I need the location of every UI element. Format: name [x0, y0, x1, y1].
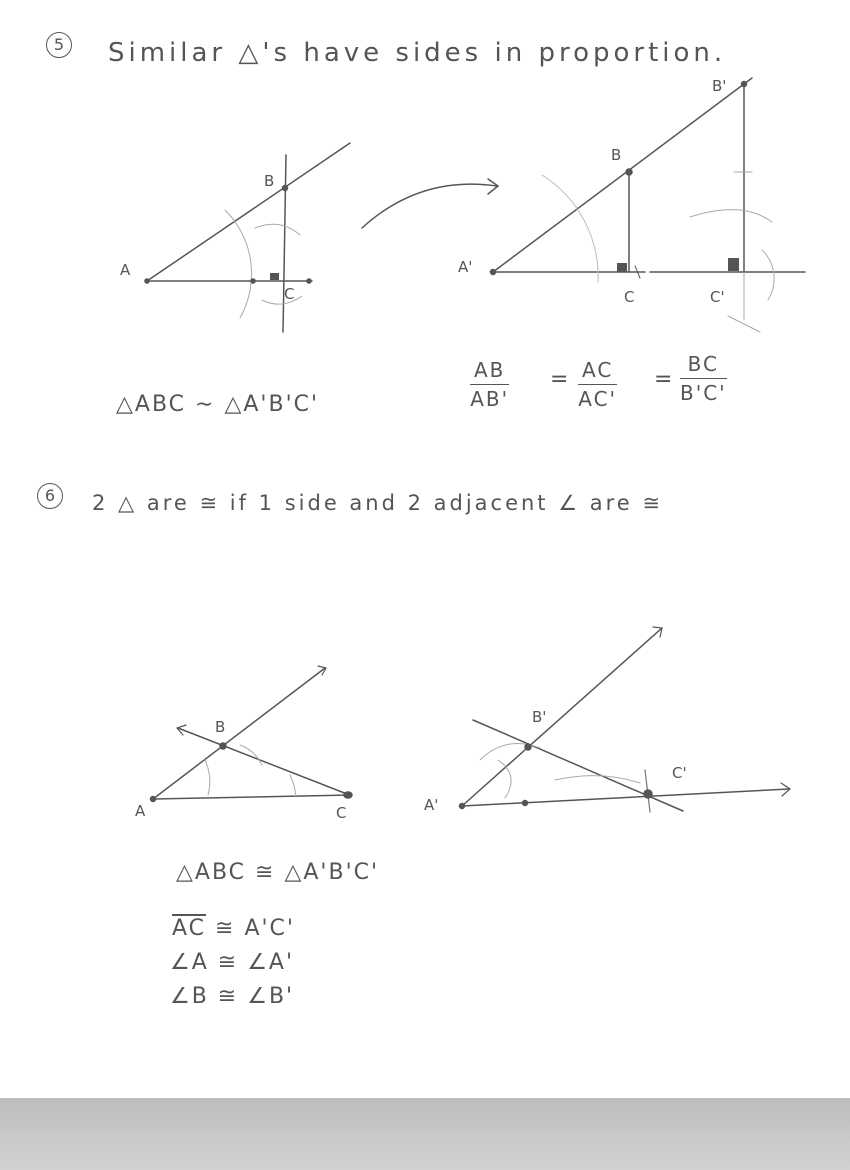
fig5-1-label-c: C [284, 285, 295, 303]
ratio-ab-numerator: AB [470, 358, 509, 385]
ratio-ac [578, 358, 617, 411]
fig5-2-label-a-prime: A' [458, 258, 473, 276]
segment-ac: $\overline{AC}$ [172, 916, 207, 941]
section6-number: 6 [37, 483, 63, 509]
section5-title: Similar △'s have sides in proportion. [108, 38, 727, 68]
fig5-2-label-c-prime: C' [710, 288, 725, 306]
ratio-bc-numerator: BC [680, 352, 727, 379]
scanner-edge [0, 1098, 850, 1170]
fig5-1-label-b: B [264, 172, 275, 190]
congruence-statement: △ABC ≅ △A'B'C' [176, 860, 380, 885]
fig5-1-triangle [145, 143, 350, 332]
equals-sign-1: = [550, 367, 569, 392]
equals-sign-2: = [654, 367, 673, 392]
section6-title: 2 △ are ≅ if 1 side and 2 adjacent ∠ are ≅ [92, 491, 663, 515]
fig6-2-triangle [460, 627, 791, 812]
ratio-ac-numerator: AC [578, 358, 617, 385]
fig6-1-label-a: A [135, 802, 146, 820]
fig6-1-triangle [151, 666, 353, 802]
angle-b-congruence: ∠B ≅ ∠B' [170, 984, 295, 1009]
transform-arrow [362, 179, 498, 228]
fig5-2-label-c: C [624, 288, 635, 306]
fig5-2-triangles [491, 78, 806, 332]
fig6-2-label-c-prime: C' [672, 764, 687, 782]
side-congruence-rest: ≅ A'C' [206, 916, 295, 941]
fig6-1-label-b: B [215, 718, 226, 736]
fig6-2-label-a-prime: A' [424, 796, 439, 814]
angle-a-congruence: ∠A ≅ ∠A' [170, 950, 295, 975]
side-congruence [172, 916, 295, 941]
section5-number: 5 [46, 32, 72, 58]
fig6-1-label-c: C [336, 804, 347, 822]
ratio-bc [680, 352, 727, 405]
ratio-ab-denominator: AB' [470, 387, 510, 411]
ratio-ac-denominator: AC' [578, 387, 618, 411]
ratio-bc-denominator: B'C' [680, 381, 727, 405]
similarity-statement: △ABC ∼ △A'B'C' [116, 392, 320, 417]
fig6-2-label-b-prime: B' [532, 708, 547, 726]
fig5-2-label-b: B [611, 146, 622, 164]
fig5-2-label-b-prime: B' [712, 77, 727, 95]
fig5-1-label-a: A [120, 261, 131, 279]
ratio-ab [470, 358, 509, 411]
